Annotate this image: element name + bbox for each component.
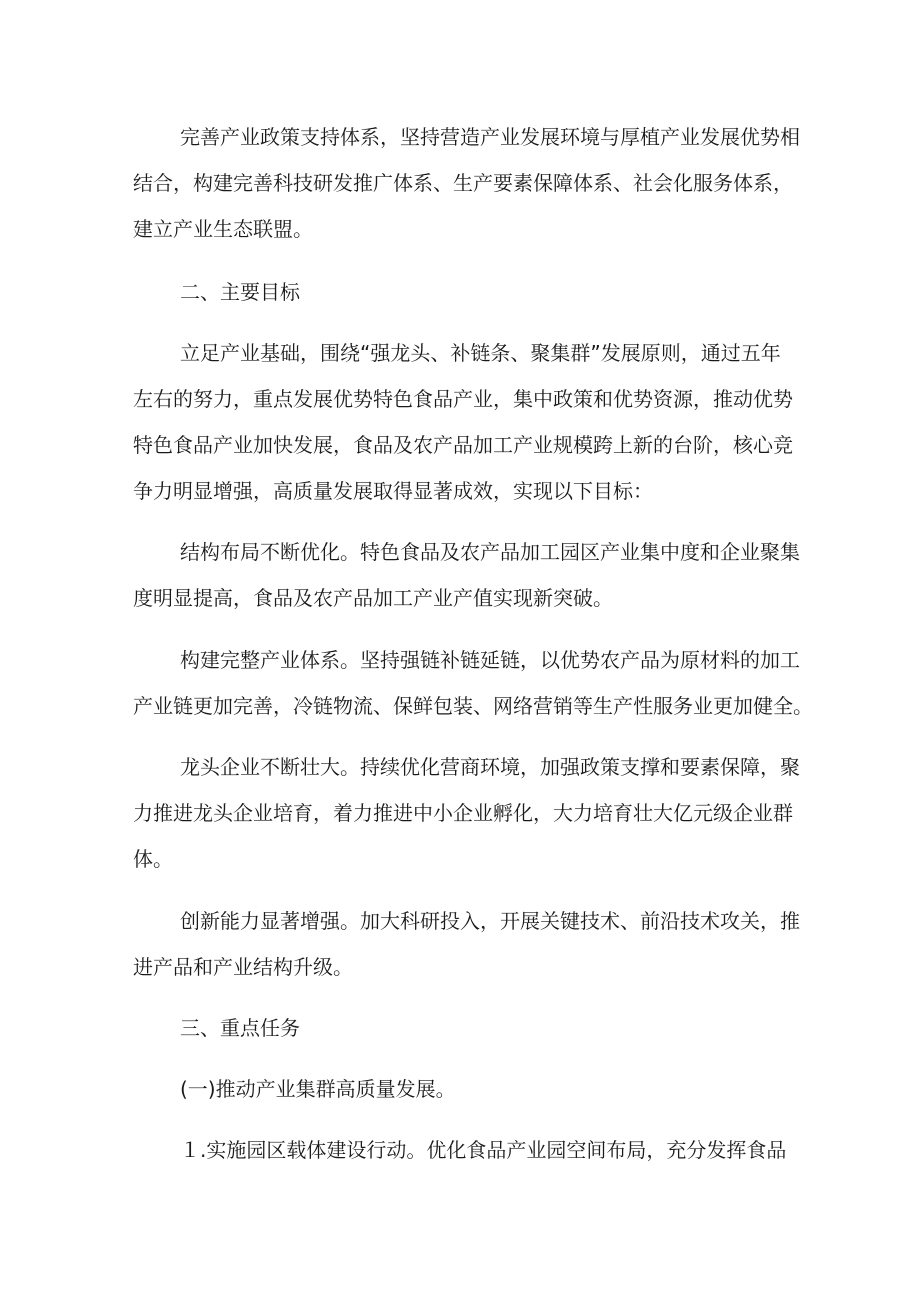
- text-line: 结合，构建完善科技研发推广体系、生产要素保障体系、社会化服务体系，: [133, 171, 793, 195]
- text-line: 结构布局不断优化。特色食品及农产品加工园区产业集中度和企业聚集: [180, 540, 800, 564]
- para-goals-intro-line: [0, 471, 920, 511]
- para-industry-system-line: [0, 640, 920, 680]
- para-structure-layout-line: [0, 532, 920, 572]
- para-industry-system-line: [0, 686, 920, 726]
- text-line: 龙头企业不断壮大。持续优化营商环境，加强政策支撑和要素保障，聚: [180, 755, 800, 779]
- heading-main-goals: [0, 272, 920, 312]
- text-line: 立足产业基础，围绕“强龙头、补链条、聚集群”发展原则，通过五年: [180, 341, 781, 365]
- heading-text: 三、重点任务: [180, 1016, 300, 1040]
- text-line: 争力明显增强，高质量发展取得显著成效，实现以下目标：: [133, 479, 653, 503]
- text-line: 体。: [133, 847, 173, 871]
- para-leading-enterprises-line: [0, 747, 920, 787]
- heading-text: 二、主要目标: [180, 280, 300, 304]
- text-line: 产业链更加完善，冷链物流、保鲜包装、网络营销等生产性服务业更加健全。: [133, 694, 813, 718]
- subheading-text: (一)推动产业集群高质量发展。: [180, 1077, 456, 1101]
- para-leading-enterprises-line: [0, 839, 920, 879]
- para-goals-intro-line: [0, 425, 920, 465]
- text-line: １.实施园区载体建设行动。优化食品产业园空间布局，充分发挥食品: [180, 1138, 787, 1162]
- para-goals-intro-line: [0, 333, 920, 373]
- para-policy-support-line: [0, 209, 920, 249]
- text-line: 力推进龙头企业培育，着力推进中小企业孵化，大力培育壮大亿元级企业群: [133, 801, 793, 825]
- para-policy-support-line: [0, 117, 920, 157]
- para-leading-enterprises-line: [0, 793, 920, 833]
- text-line: 进产品和产业结构升级。: [133, 955, 353, 979]
- subheading-cluster-development: [0, 1069, 920, 1109]
- text-line: 特色食品产业加快发展，食品及农产品加工产业规模跨上新的台阶，核心竞: [133, 433, 793, 457]
- text-line: 左右的努力，重点发展优势特色食品产业，集中政策和优势资源，推动优势: [133, 387, 793, 411]
- text-line: 完善产业政策支持体系，坚持营造产业发展环境与厚植产业发展优势相: [180, 125, 800, 149]
- para-goals-intro-line: [0, 379, 920, 419]
- text-line: 构建完整产业体系。坚持强链补链延链，以优势农产品为原材料的加工: [180, 648, 800, 672]
- text-line: 建立产业生态联盟。: [133, 217, 313, 241]
- para-innovation-line: [0, 947, 920, 987]
- para-innovation-line: [0, 901, 920, 941]
- text-line: 度明显提高，食品及农产品加工产业产值实现新突破。: [133, 586, 613, 610]
- para-policy-support-line: [0, 163, 920, 203]
- text-line: 创新能力显著增强。加大科研投入，开展关键技术、前沿技术攻关，推: [180, 909, 800, 933]
- para-park-construction-line: [0, 1130, 920, 1170]
- heading-key-tasks: [0, 1008, 920, 1048]
- para-structure-layout-line: [0, 578, 920, 618]
